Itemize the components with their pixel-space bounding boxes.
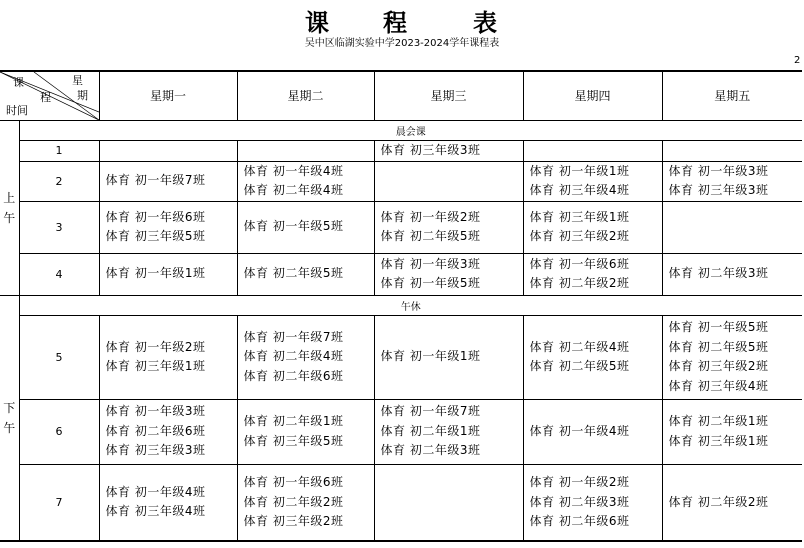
class-entry: 体育 初一年级1班 xyxy=(529,163,630,178)
class-entry: 体育 初三年级3班 xyxy=(380,142,481,157)
class-entry: 体育 初二年级4班 xyxy=(243,183,344,197)
class-entry: 体育 初三年级4班 xyxy=(105,504,206,519)
class-entry: 体育 初三年级2班 xyxy=(243,514,344,528)
class-entry: 体育 初一年级3班 xyxy=(105,404,206,419)
class-entry: 体育 初一年级1班 xyxy=(380,349,481,364)
lunch-break-row xyxy=(0,295,802,315)
lunch-break-label: 午休 xyxy=(19,295,802,315)
class-entry: 体育 初一年级2班 xyxy=(380,209,481,224)
schedule-cell xyxy=(523,464,662,541)
class-entry: 体育 初二年级3班 xyxy=(529,494,630,509)
class-entry: 体育 初二年级5班 xyxy=(529,359,630,373)
class-entry: 体育 初一年级4班 xyxy=(105,484,206,499)
class-entry: 体育 初三年级4班 xyxy=(529,183,630,197)
class-entry: 体育 初二年级1班 xyxy=(380,423,481,438)
class-entry: 体育 初三年级2班 xyxy=(529,229,630,243)
class-entry: 体育 初二年级5班 xyxy=(380,229,481,243)
schedule-cell xyxy=(99,140,237,161)
schedule-cell xyxy=(523,399,662,464)
schedule-cell xyxy=(662,253,802,295)
schedule-cell xyxy=(99,201,237,253)
class-entry: 体育 初一年级6班 xyxy=(105,209,206,224)
period-row xyxy=(0,315,802,399)
schedule-cell xyxy=(662,464,802,541)
schedule-cell xyxy=(237,201,374,253)
period-row xyxy=(0,140,802,161)
day-header: 星期五 xyxy=(662,71,802,120)
class-entry: 体育 初三年级1班 xyxy=(668,433,769,448)
class-entry: 体育 初二年级1班 xyxy=(243,414,344,428)
corner-course-label-2: 程 xyxy=(40,91,51,104)
class-entry: 体育 初一年级7班 xyxy=(380,404,481,419)
schedule-table xyxy=(0,70,802,542)
corner-weekday-label-2: 期 xyxy=(77,89,88,102)
schedule-cell xyxy=(237,161,374,201)
class-entry: 体育 初一年级5班 xyxy=(668,320,769,334)
day-header: 星期四 xyxy=(523,71,662,120)
schedule-cell xyxy=(99,315,237,399)
period-number: 5 xyxy=(19,315,99,399)
day-header: 星期一 xyxy=(99,71,237,120)
corner-header-cell xyxy=(0,71,99,120)
schedule-cell xyxy=(523,201,662,253)
class-entry: 体育 初三年级5班 xyxy=(243,433,344,448)
class-entry: 体育 初二年级1班 xyxy=(668,414,769,428)
schedule-cell xyxy=(237,464,374,541)
class-entry: 体育 初二年级6班 xyxy=(243,368,344,383)
schedule-cell xyxy=(662,399,802,464)
schedule-cell xyxy=(523,253,662,295)
class-entry: 体育 初一年级6班 xyxy=(243,475,344,489)
schedule-cell xyxy=(99,161,237,201)
schedule-cell xyxy=(374,140,523,161)
class-entry: 体育 初二年级3班 xyxy=(380,443,481,458)
day-header: 星期三 xyxy=(374,71,523,120)
half-day-afternoon: 下 午 xyxy=(0,295,19,541)
class-entry: 体育 初一年级4班 xyxy=(529,423,630,438)
schedule-cell xyxy=(374,201,523,253)
schedule-cell xyxy=(374,161,523,201)
class-entry: 体育 初一年级6班 xyxy=(529,256,630,271)
class-entry: 体育 初一年级2班 xyxy=(529,475,630,489)
class-entry: 体育 初三年级3班 xyxy=(668,183,769,197)
header-row xyxy=(0,71,802,120)
page-number: 2 xyxy=(794,55,801,66)
corner-time-label: 时间 xyxy=(6,104,28,117)
schedule-cell xyxy=(237,315,374,399)
period-row xyxy=(0,253,802,295)
class-entry: 体育 初三年级1班 xyxy=(105,359,206,373)
period-row xyxy=(0,201,802,253)
schedule-cell xyxy=(662,201,802,253)
class-entry: 体育 初三年级4班 xyxy=(668,378,769,393)
half-day-morning: 上 午 xyxy=(0,120,19,295)
class-entry: 体育 初二年级6班 xyxy=(105,423,206,438)
schedule-cell xyxy=(662,161,802,201)
schedule-cell xyxy=(237,140,374,161)
class-entry: 体育 初二年级2班 xyxy=(529,276,630,290)
schedule-cell xyxy=(99,464,237,541)
class-entry: 体育 初二年级3班 xyxy=(668,266,769,281)
class-entry: 体育 初一年级3班 xyxy=(380,256,481,271)
period-number: 7 xyxy=(19,464,99,541)
class-entry: 体育 初一年级1班 xyxy=(105,266,206,281)
period-row xyxy=(0,464,802,541)
class-entry: 体育 初二年级5班 xyxy=(668,339,769,354)
title-char-3: 表 xyxy=(473,8,499,37)
schedule-cell xyxy=(662,140,802,161)
period-number: 2 xyxy=(19,161,99,201)
title-char-1: 课 xyxy=(305,8,331,37)
schedule-cell xyxy=(523,161,662,201)
schedule-cell xyxy=(237,399,374,464)
page-subtitle: 吴中区临湖实验中学2023-2024学年课程表 xyxy=(304,38,500,49)
period-number: 1 xyxy=(19,140,99,161)
schedule-cell xyxy=(237,253,374,295)
schedule-cell xyxy=(99,399,237,464)
period-number: 3 xyxy=(19,201,99,253)
class-entry: 体育 初三年级3班 xyxy=(105,443,206,458)
class-entry: 体育 初二年级2班 xyxy=(243,494,344,509)
morning-assembly-label: 晨会课 xyxy=(19,120,802,140)
class-entry: 体育 初一年级5班 xyxy=(380,276,481,290)
class-entry: 体育 初一年级7班 xyxy=(243,329,344,344)
period-number: 6 xyxy=(19,399,99,464)
class-entry: 体育 初二年级4班 xyxy=(529,339,630,354)
schedule-cell xyxy=(523,315,662,399)
class-entry: 体育 初二年级5班 xyxy=(243,266,344,281)
schedule-cell xyxy=(662,315,802,399)
schedule-cell xyxy=(99,253,237,295)
page-title xyxy=(0,3,804,38)
class-entry: 体育 初一年级2班 xyxy=(105,339,206,354)
schedule-cell xyxy=(523,140,662,161)
class-entry: 体育 初一年级4班 xyxy=(243,163,344,178)
class-entry: 体育 初二年级4班 xyxy=(243,349,344,364)
class-entry: 体育 初一年级3班 xyxy=(668,163,769,178)
schedule-cell xyxy=(374,253,523,295)
class-entry: 体育 初一年级5班 xyxy=(243,219,344,234)
day-header: 星期二 xyxy=(237,71,374,120)
class-entry: 体育 初三年级2班 xyxy=(668,359,769,373)
class-entry: 体育 初三年级1班 xyxy=(529,209,630,224)
schedule-cell xyxy=(374,315,523,399)
period-row xyxy=(0,161,802,201)
class-entry: 体育 初一年级7班 xyxy=(105,173,206,188)
period-number: 4 xyxy=(19,253,99,295)
schedule-cell xyxy=(374,399,523,464)
period-row xyxy=(0,399,802,464)
class-entry: 体育 初二年级2班 xyxy=(668,494,769,509)
corner-weekday-label-1: 星 xyxy=(72,74,83,87)
class-entry: 体育 初二年级6班 xyxy=(529,514,630,528)
corner-course-label-1: 课 xyxy=(13,76,24,89)
morning-assembly-row xyxy=(0,120,802,140)
title-char-2: 程 xyxy=(383,8,409,37)
class-entry: 体育 初三年级5班 xyxy=(105,229,206,243)
schedule-cell xyxy=(374,464,523,541)
